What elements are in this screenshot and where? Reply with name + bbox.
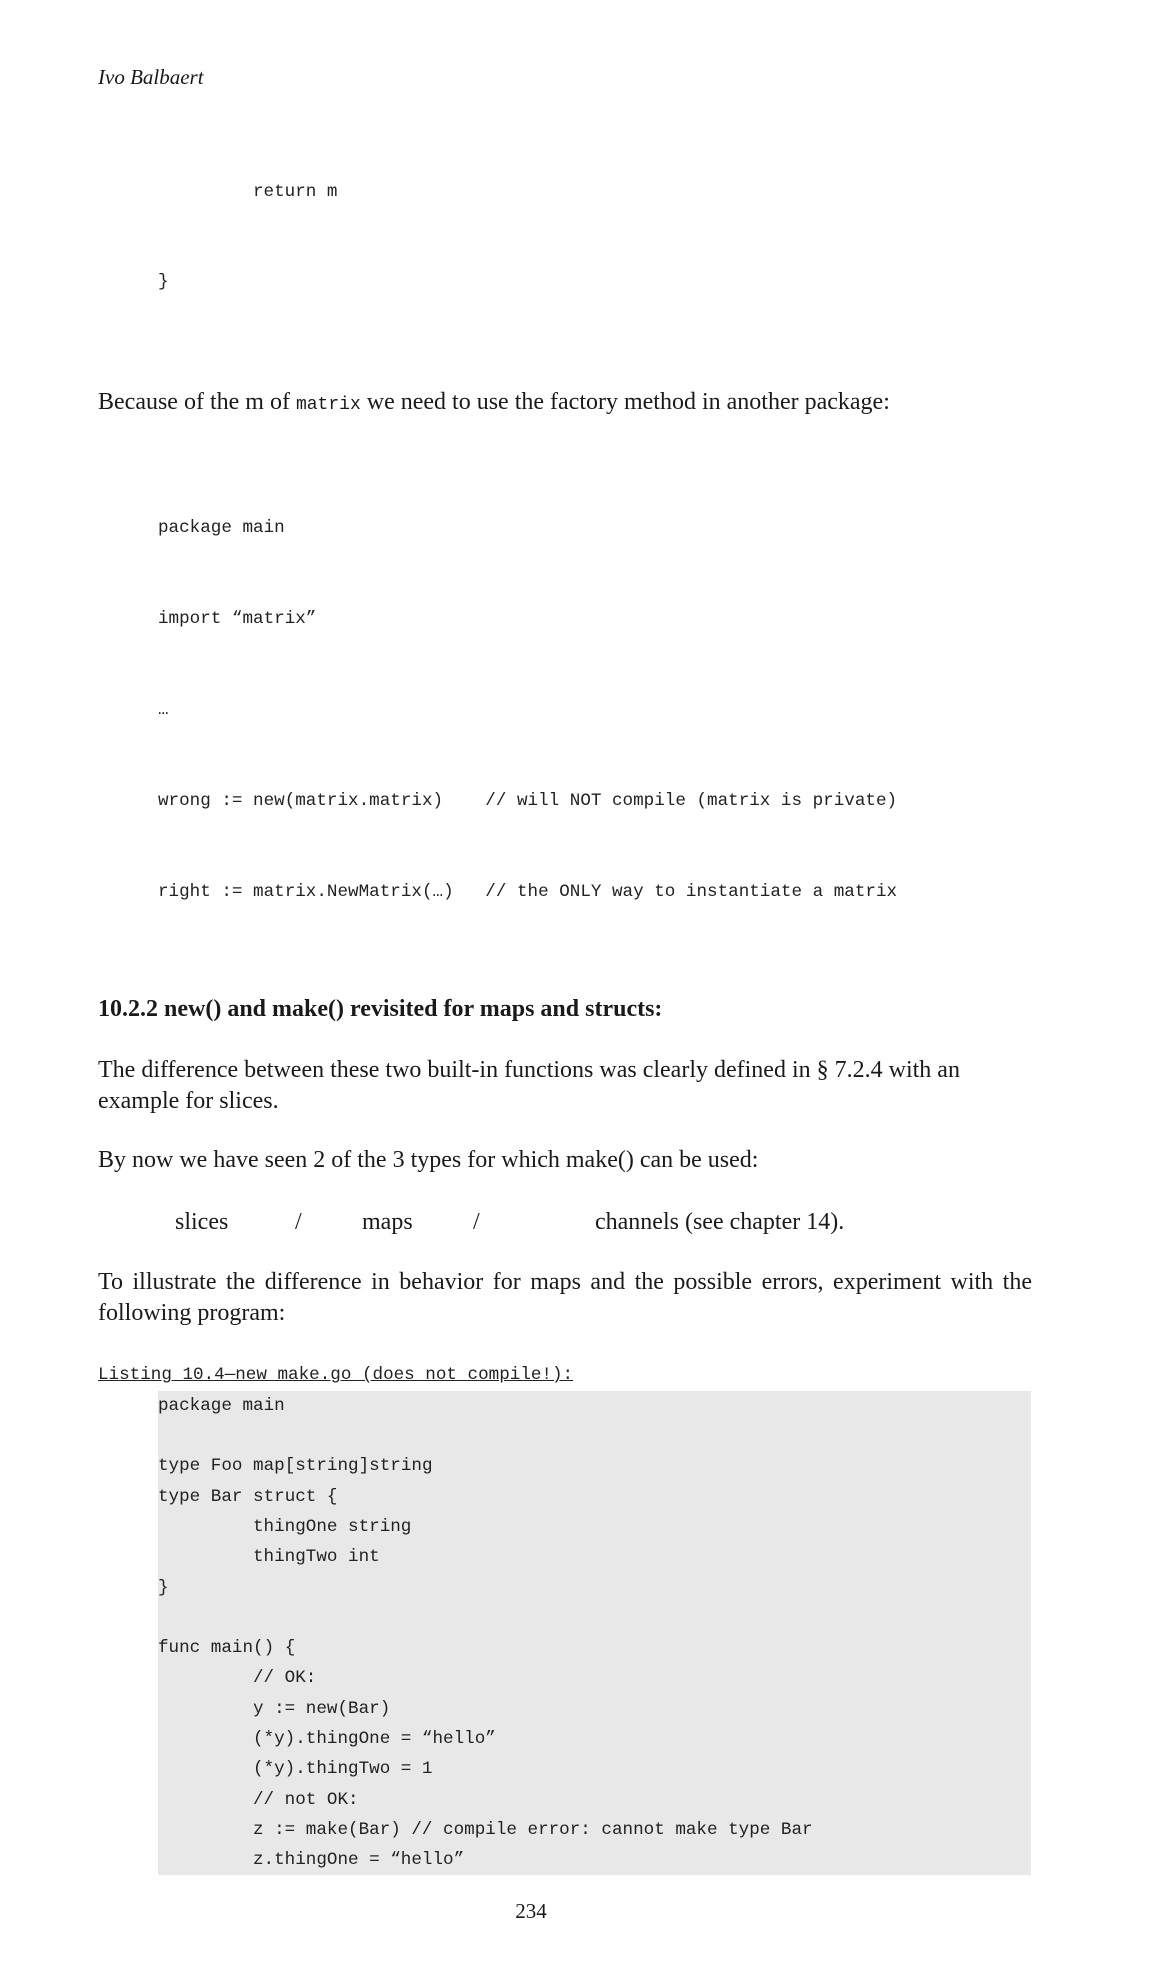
code-line: }: [158, 1577, 169, 1598]
text: we need to use the factory method in another package:: [360, 389, 890, 416]
separator: /: [473, 1209, 480, 1236]
type-channels: channels (see chapter 14).: [595, 1209, 845, 1236]
running-header-author: Ivo Balbaert: [98, 65, 204, 89]
code-block-matrix: [158, 452, 1032, 967]
code-fragment-top: [158, 116, 1032, 358]
paragraph-difference: The difference between these two built-in functions was clearly defined in § 7.2.4 with an example for slices.: [98, 1057, 960, 1115]
code-line: right := matrix.NewMatrix(…) // the ONLY way to instantiate a matrix: [158, 881, 898, 902]
inline-code: matrix: [295, 395, 361, 416]
code-line: import “matrix”: [158, 608, 317, 629]
types-row: [98, 1207, 1032, 1238]
type-slices: slices: [175, 1209, 229, 1236]
code-line: (*y).thingTwo = 1: [253, 1759, 433, 1780]
code-line: z.thingOne = “hello”: [253, 1850, 465, 1871]
paragraph-illustrate: To illustrate the difference in behavior for maps and the possible errors, experiment with the following program:: [98, 1269, 1032, 1327]
text: Because of the m of: [98, 389, 296, 416]
code-line: y := new(Bar): [253, 1698, 391, 1719]
code-line: // not OK:: [253, 1789, 359, 1810]
code-line: thingTwo int: [253, 1547, 380, 1568]
code-line: return m: [253, 181, 338, 202]
separator: /: [295, 1209, 302, 1236]
listing-code: [158, 1391, 1031, 1876]
section-heading: 10.2.2 new() and make() revisited for maps and structs:: [98, 996, 663, 1023]
code-line: // OK:: [253, 1668, 317, 1689]
listing-caption: Listing 10.4—new_make.go (does not compile!):: [98, 1365, 574, 1386]
code-line: type Bar struct {: [158, 1486, 338, 1507]
page-number: 234: [515, 1899, 547, 1924]
code-line: thingOne string: [253, 1516, 412, 1537]
paragraph-factory-method: [98, 387, 1032, 421]
code-line: wrong := new(matrix.matrix) // will NOT compile (matrix is private): [158, 790, 898, 811]
code-line: (*y).thingOne = “hello”: [253, 1728, 496, 1749]
code-line: …: [158, 699, 169, 720]
code-line: z := make(Bar) // compile error: cannot make type Bar: [253, 1819, 813, 1840]
listing-code-box: [158, 1391, 1031, 1876]
code-line: [158, 1603, 1031, 1633]
type-maps: maps: [362, 1209, 413, 1236]
code-line: [158, 1421, 1031, 1451]
code-line: package main: [158, 1395, 285, 1416]
code-line: package main: [158, 517, 285, 538]
code-line: type Foo map[string]string: [158, 1456, 433, 1477]
code-line: }: [158, 272, 169, 293]
code-line: func main() {: [158, 1638, 296, 1659]
paragraph-make-types: By now we have seen 2 of the 3 types for which make() can be used:: [98, 1147, 759, 1174]
